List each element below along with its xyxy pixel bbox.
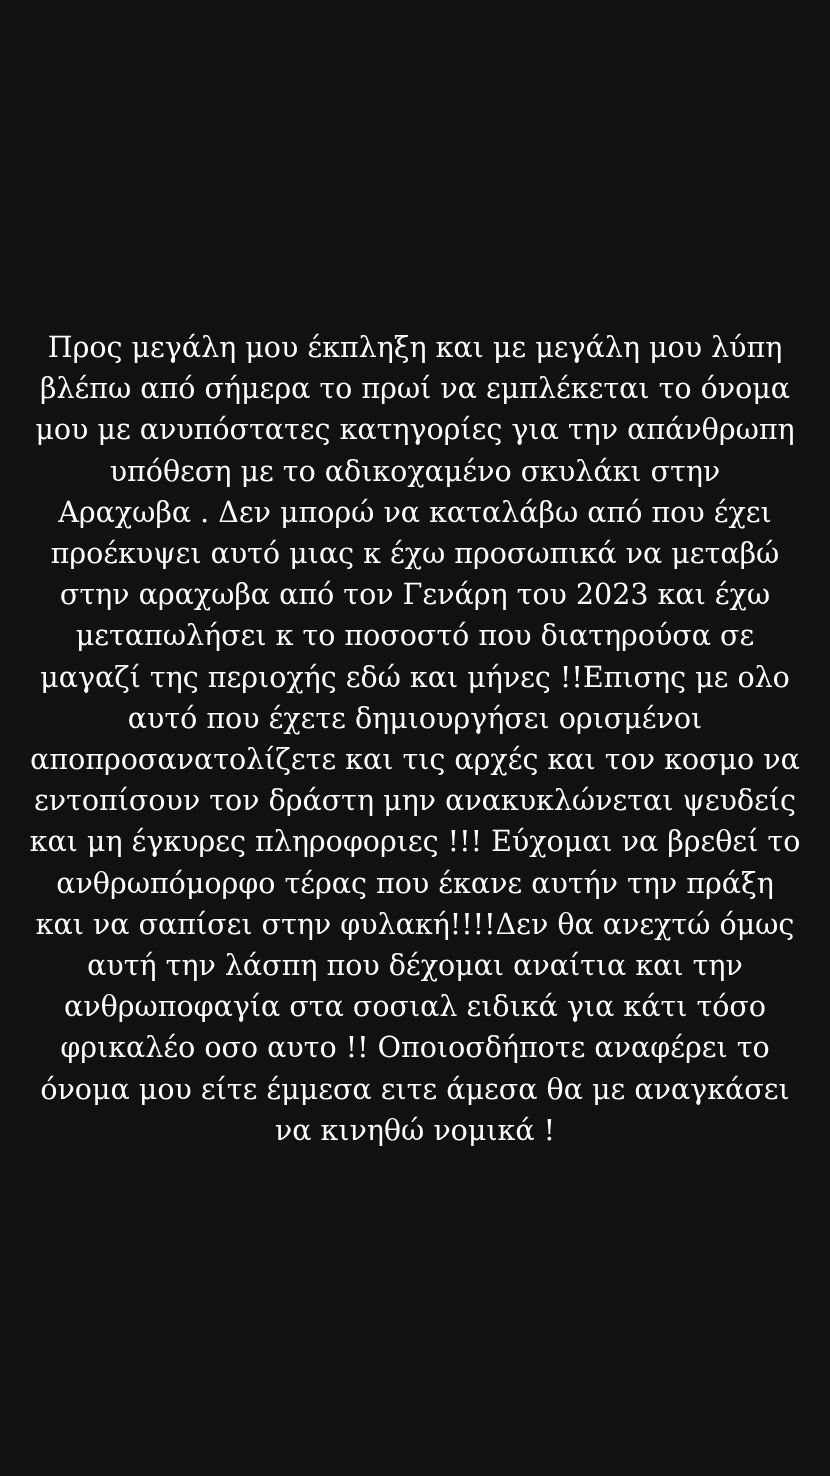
- story-line-5: Αραχωβα . Δεν μπορώ να καταλάβω από που έχει: [58, 495, 772, 529]
- story-line-17: ανθρωποφαγία στα σοσιαλ ειδικά για κάτι τόσο: [64, 990, 766, 1024]
- story-line-10: αυτό που έχετε δημιουργήσει ορισμένοι: [127, 701, 703, 735]
- story-line-18: φρικαλέο οσο αυτο !! Οποιοσδήποτε αναφέρει το: [60, 1031, 770, 1065]
- story-line-12: εντοπίσουν τον δράστη μην ανακυκλώνεται ψευδείς: [34, 784, 796, 818]
- story-line-19: όνομα μου είτε έμμεσα ειτε άμεσα θα με αναγκάσει: [40, 1072, 790, 1106]
- story-line-9: μαγαζί της περιοχής εδώ και μήνες !!Επισης με ολο: [40, 660, 790, 694]
- story-line-6: προέκυψει αυτό μιας κ έχω προσωπικά να μεταβώ: [50, 537, 780, 571]
- story-line-13: και μη έγκυρες πληροφοριες !!! Εύχομαι να βρεθεί το: [29, 825, 801, 859]
- story-line-1: Προς μεγάλη μου έκπληξη και με μεγάλη μου λύπη: [47, 331, 783, 364]
- story-line-15: και να σαπίσει στην φυλακή!!!!Δεν θα ανεχτώ όμως: [35, 907, 795, 941]
- story-line-14: ανθρωπόμορφο τέρας που έκανε αυτήν την πράξη: [56, 866, 774, 900]
- story-line-20: να κινηθώ νομικά !: [274, 1113, 556, 1147]
- story-line-3: μου με ανυπόστατες κατηγορίες για την απάνθρωπη: [35, 413, 795, 447]
- story-line-8: μεταπωλήσει κ το ποσοστό που διατηρούσα σε: [75, 619, 755, 653]
- story-line-11: αποπροσανατολίζετε και τις αρχές και τον κοσμο να: [30, 743, 800, 777]
- story-line-7: στην αραχωβα από τον Γενάρη του 2023 και έχω: [59, 578, 771, 612]
- story-line-2: βλέπω από σήμερα το πρωί να εμπλέκεται το όνομα: [39, 372, 791, 406]
- story-line-16: αυτή την λάσπη που δέχομαι αναίτια και την: [87, 949, 743, 983]
- story-text: [0, 327, 830, 1151]
- story-line-4: υπόθεση με το αδικοχαμένο σκυλάκι στην: [109, 454, 721, 488]
